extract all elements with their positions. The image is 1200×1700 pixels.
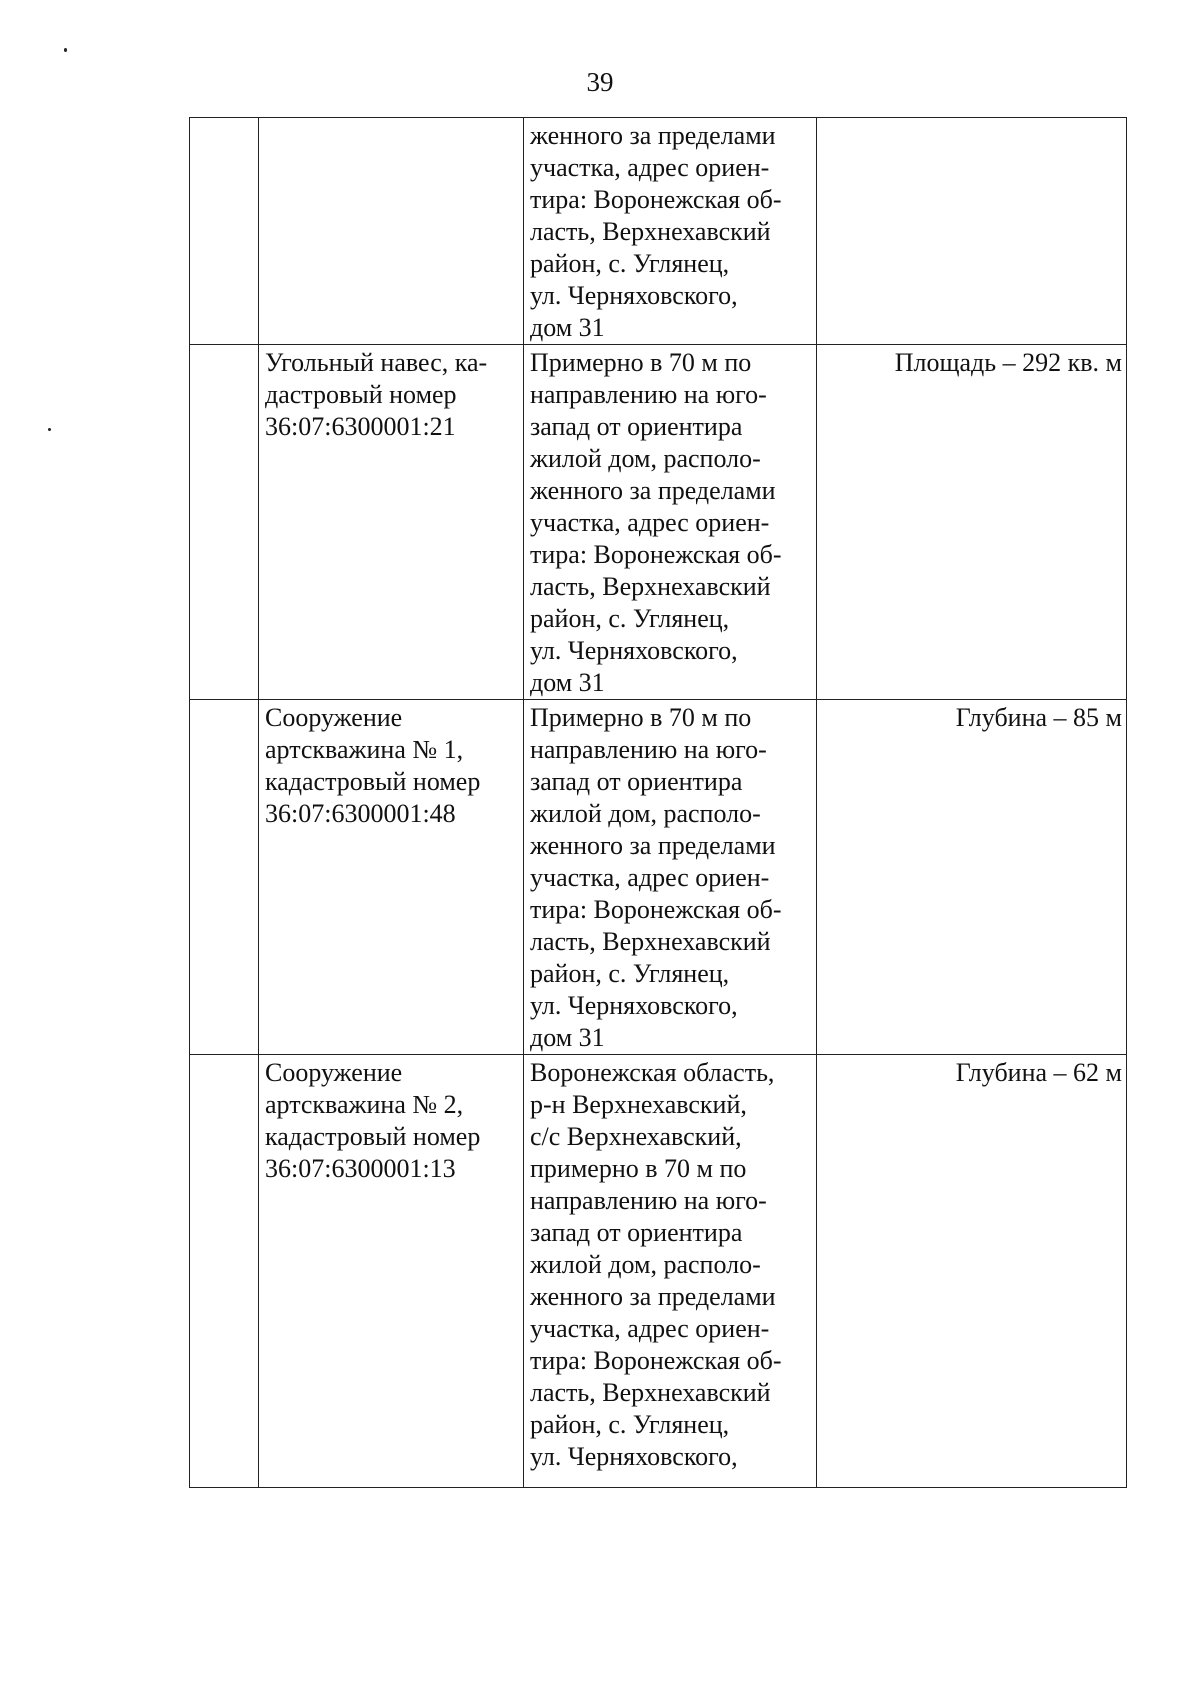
cell-line: дом 31 xyxy=(530,1023,605,1052)
cell-line: 36:07:6300001:21 xyxy=(265,412,456,441)
table-row xyxy=(190,1055,1127,1488)
object-name xyxy=(265,1057,517,1185)
object-name xyxy=(265,347,517,443)
scan-speck xyxy=(48,428,51,431)
cell-line: тира: Воронежская об- xyxy=(530,540,782,569)
cell-line: направлению на юго- xyxy=(530,380,767,409)
object-name-cell xyxy=(259,1055,524,1488)
cell-line: р-н Верхнехавский, xyxy=(530,1090,747,1119)
table-row xyxy=(190,118,1127,345)
cell-line: Воронежская область, xyxy=(530,1058,775,1087)
object-address xyxy=(530,702,810,1054)
characteristic-cell xyxy=(817,345,1127,700)
row-number-cell xyxy=(190,700,259,1055)
address-cell xyxy=(524,345,817,700)
cell-line: дом 31 xyxy=(530,668,605,697)
object-address xyxy=(530,120,810,344)
cell-line: кадастровый номер xyxy=(265,1122,481,1151)
characteristic-cell xyxy=(817,700,1127,1055)
object-name-cell xyxy=(259,345,524,700)
cell-line: ласть, Верхнехавский xyxy=(530,927,771,956)
cell-line: женного за пределами xyxy=(530,121,776,150)
cell-line: женного за пределами xyxy=(530,476,776,505)
object-name-cell xyxy=(259,700,524,1055)
cell-line: жилой дом, располо- xyxy=(530,444,761,473)
cell-line: жилой дом, располо- xyxy=(530,799,761,828)
cell-line: район, с. Углянец, xyxy=(530,1410,730,1439)
row-number-cell xyxy=(190,1055,259,1488)
object-characteristic: Глубина – 62 м xyxy=(955,1058,1122,1087)
table-row xyxy=(190,345,1127,700)
cell-line: участка, адрес ориен- xyxy=(530,863,770,892)
cell-line: артскважина № 2, xyxy=(265,1090,464,1119)
address-cell xyxy=(524,1055,817,1488)
cell-line: женного за пределами xyxy=(530,1282,776,1311)
cell-line: направлению на юго- xyxy=(530,1186,767,1215)
cell-line: Сооружение xyxy=(265,1058,403,1087)
cell-line: дом 31 xyxy=(530,313,605,342)
cell-line: участка, адрес ориен- xyxy=(530,1314,770,1343)
cell-line: примерно в 70 м по xyxy=(530,1154,747,1183)
cell-line: кадастровый номер xyxy=(265,767,481,796)
cell-line: запад от ориентира xyxy=(530,412,743,441)
cell-line: район, с. Углянец, xyxy=(530,604,730,633)
cell-line: ул. Черняховского, xyxy=(530,281,738,310)
cell-line: район, с. Углянец, xyxy=(530,959,730,988)
property-table xyxy=(189,117,1127,1488)
cell-line: 36:07:6300001:48 xyxy=(265,799,456,828)
row-number-cell xyxy=(190,345,259,700)
cell-line: ул. Черняховского, xyxy=(530,1442,738,1471)
cell-line: участка, адрес ориен- xyxy=(530,508,770,537)
cell-line: 36:07:6300001:13 xyxy=(265,1154,456,1183)
object-address xyxy=(530,347,810,699)
object-address xyxy=(530,1057,810,1473)
row-number-cell xyxy=(190,118,259,345)
cell-line: ул. Черняховского, xyxy=(530,636,738,665)
cell-line: дастровый номер xyxy=(265,380,457,409)
scan-speck xyxy=(64,48,67,52)
page-number: 39 xyxy=(586,67,614,97)
cell-line: жилой дом, располо- xyxy=(530,1250,761,1279)
cell-line: Примерно в 70 м по xyxy=(530,348,752,377)
cell-line: запад от ориентира xyxy=(530,1218,743,1247)
cell-line: ласть, Верхнехавский xyxy=(530,1378,771,1407)
cell-line: тира: Воронежская об- xyxy=(530,895,782,924)
object-name-cell xyxy=(259,118,524,345)
address-cell xyxy=(524,118,817,345)
object-characteristic: Глубина – 85 м xyxy=(955,703,1122,732)
table-row xyxy=(190,700,1127,1055)
cell-line: направлению на юго- xyxy=(530,735,767,764)
cell-line: тира: Воронежская об- xyxy=(530,1346,782,1375)
cell-line: участка, адрес ориен- xyxy=(530,153,770,182)
cell-line: район, с. Углянец, xyxy=(530,249,730,278)
cell-line: ласть, Верхнехавский xyxy=(530,572,771,601)
cell-line: женного за пределами xyxy=(530,831,776,860)
address-cell xyxy=(524,700,817,1055)
object-characteristic: Площадь – 292 кв. м xyxy=(894,348,1122,377)
cell-line: ул. Черняховского, xyxy=(530,991,738,1020)
object-name xyxy=(265,702,517,830)
cell-line: с/с Верхнехавский, xyxy=(530,1122,742,1151)
characteristic-cell xyxy=(817,1055,1127,1488)
cell-line: Сооружение xyxy=(265,703,403,732)
cell-line: тира: Воронежская об- xyxy=(530,185,782,214)
cell-line: Примерно в 70 м по xyxy=(530,703,752,732)
cell-line: ласть, Верхнехавский xyxy=(530,217,771,246)
cell-line: артскважина № 1, xyxy=(265,735,464,764)
characteristic-cell xyxy=(817,118,1127,345)
cell-line: Угольный навес, ка- xyxy=(265,348,488,377)
cell-line: запад от ориентира xyxy=(530,767,743,796)
